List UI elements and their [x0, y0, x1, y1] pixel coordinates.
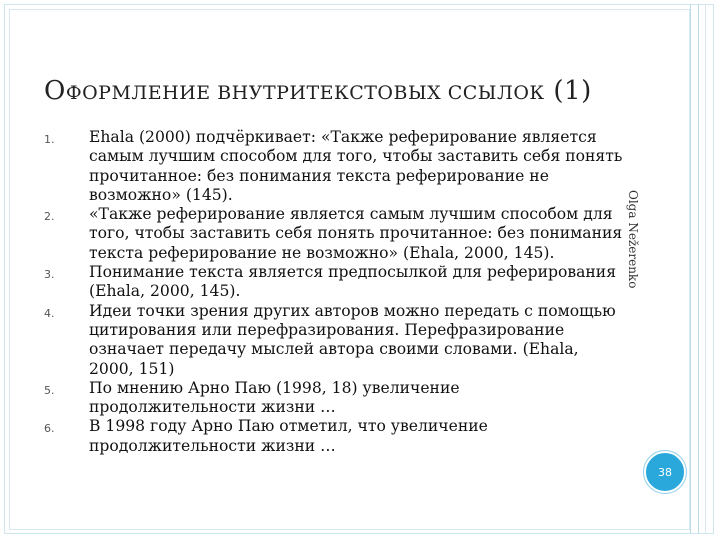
list-item-text: Ehala (2000) подчёркивает: «Также реферирование является самым лучшим способом для того, чтобы заставить себя понять прочитанное: без понимания текста реферирование не возможно» (145). — [89, 128, 623, 204]
list-item-number: 5. — [44, 383, 55, 397]
page-number: 38 — [658, 465, 672, 479]
list-item — [44, 379, 624, 418]
list-item — [44, 263, 624, 302]
list-item — [44, 128, 624, 205]
title-rest: ФОРМЛЕНИЕ ВНУТРИТЕКСТОВЫХ ССЫЛОК — [65, 82, 545, 104]
list-item-text: Идеи точки зрения других авторов можно передать с помощью цитирования или перефразирования. Перефразирование означает передачу мыслей автора своими словами. (Ehala, 2000, 151) — [89, 301, 616, 378]
list-item-text: Понимание текста является предпосылкой для реферирования (Ehala, 2000, 145). — [89, 263, 617, 301]
list-item — [44, 302, 624, 379]
page-number-badge — [644, 451, 686, 493]
decorative-rule — [698, 4, 699, 534]
list-item-text: По мнению Арно Паю (1998, 18) увеличение продолжительности жизни … — [89, 378, 460, 417]
decorative-rule — [690, 4, 691, 534]
list-item-number: 3. — [44, 268, 55, 282]
list-item-number: 6. — [44, 422, 55, 436]
author-name: Olga Nežerenko — [626, 190, 640, 289]
list-item-number: 1. — [44, 133, 55, 146]
list-item-number: 2. — [44, 210, 55, 224]
title-suffix: (1) — [544, 76, 592, 106]
list-item-text: В 1998 году Арно Паю отметил, что увеличение продолжительности жизни … — [89, 417, 488, 455]
list-item — [44, 417, 624, 456]
list-item — [44, 205, 624, 263]
slide-title — [44, 76, 592, 106]
citation-list — [44, 128, 624, 456]
decorative-rule — [705, 4, 706, 534]
list-item-text: «Также реферирование является самым лучшим способом для того, чтобы заставить себя понять прочитанное: без понимания текста реферирование не возможно» (Ehala, 2000, 145). — [89, 205, 623, 262]
title-initial: О — [44, 76, 66, 106]
list-item-number: 4. — [44, 306, 55, 320]
